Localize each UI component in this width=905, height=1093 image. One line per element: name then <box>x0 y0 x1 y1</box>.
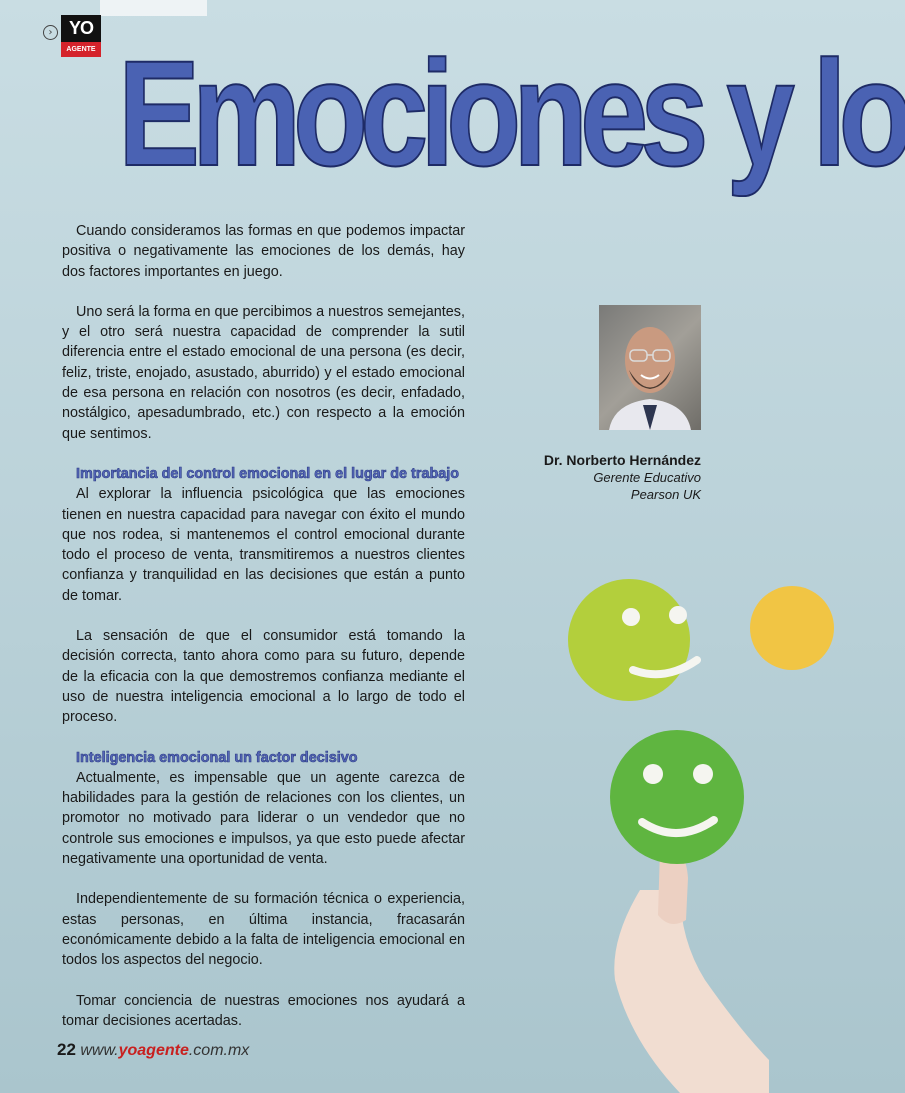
top-strip <box>100 0 207 16</box>
page-number: 22 <box>57 1040 76 1059</box>
paragraph: Cuando consideramos las formas en que podemos impactar positiva o negativamente las emociones de los demás, hay dos factores importantes en juego. <box>62 223 465 280</box>
paragraph: Actualmente, es impensable que un agente carezca de habilidades para la gestión de relaciones con los clientes, un promotor no motivado para liderar o un vendedor que no controle sus emociones e impulsos, ya que esto puede afectar negativamente una oportunidad de venta. <box>62 769 465 868</box>
section-heading: Importancia del control emocional en el lugar de trabajo <box>76 465 460 482</box>
section-heading: Inteligencia emocional un factor decisivo <box>76 749 358 766</box>
paragraph: Al explorar la influencia psicológica que las emociones tienen en nuestra capacidad para navegar con éxito el mundo que nos rodea, si mantenemos el control emocional durante todo el proceso de venta, transmitiremos a nuestros clientes confianza y tranquilidad en las decisiones que están a punto de tomar. <box>62 486 465 604</box>
logo-bottom: AGENTE <box>61 42 101 57</box>
paragraph: La sensación de que el consumidor está tomando la decisión correcta, tanto ahora como para su futuro, depende de la eficacia con la que demostremos confianza mediante el uso de nuestra inteligencia emocional a lo largo de todo el proceso. <box>62 628 465 726</box>
url-prefix: www. <box>80 1042 119 1059</box>
author-company: Pearson UK <box>630 487 701 502</box>
url-brand: yoagente <box>118 1042 189 1059</box>
paragraph: Uno será la forma en que percibimos a nuestros semejantes, y el otro será nuestra capacidad de comprender la sutil diferencia entre el estado emocional de una persona (es decir, feliz, triste, enojado, asustado, aburrido) y el estado emocional de esa persona en relación con nosotros (es decir, enfadado, nostálgico, apesadumbrado, etc.) con respecto a la emoción que sentimos. <box>62 303 465 442</box>
logo-top: YO <box>61 15 101 42</box>
article-title: Emociones y lo <box>118 29 905 197</box>
paragraph: Tomar conciencia de nuestras emociones nos ayudará a tomar decisiones acertadas. <box>62 992 465 1029</box>
chevron-right-icon[interactable]: › <box>43 25 58 40</box>
page-footer <box>57 1040 249 1060</box>
author-byline <box>544 452 701 503</box>
paragraph: Independientemente de su formación técnica o experiencia, estas personas, en última instancia, fracasarán económicamente debido a la falta de inteligencia emocional en todos los aspectos del negocio. <box>62 891 465 969</box>
magazine-logo <box>61 15 101 57</box>
smiley-faces-illustration <box>540 560 769 1093</box>
author-name: Dr. Norberto Hernández <box>543 452 701 468</box>
url-suffix: .com.mx <box>188 1042 250 1059</box>
website-url[interactable] <box>80 1042 249 1059</box>
article-column <box>62 221 465 1031</box>
author-role: Gerente Educativo <box>593 470 701 485</box>
author-photo <box>599 305 701 430</box>
